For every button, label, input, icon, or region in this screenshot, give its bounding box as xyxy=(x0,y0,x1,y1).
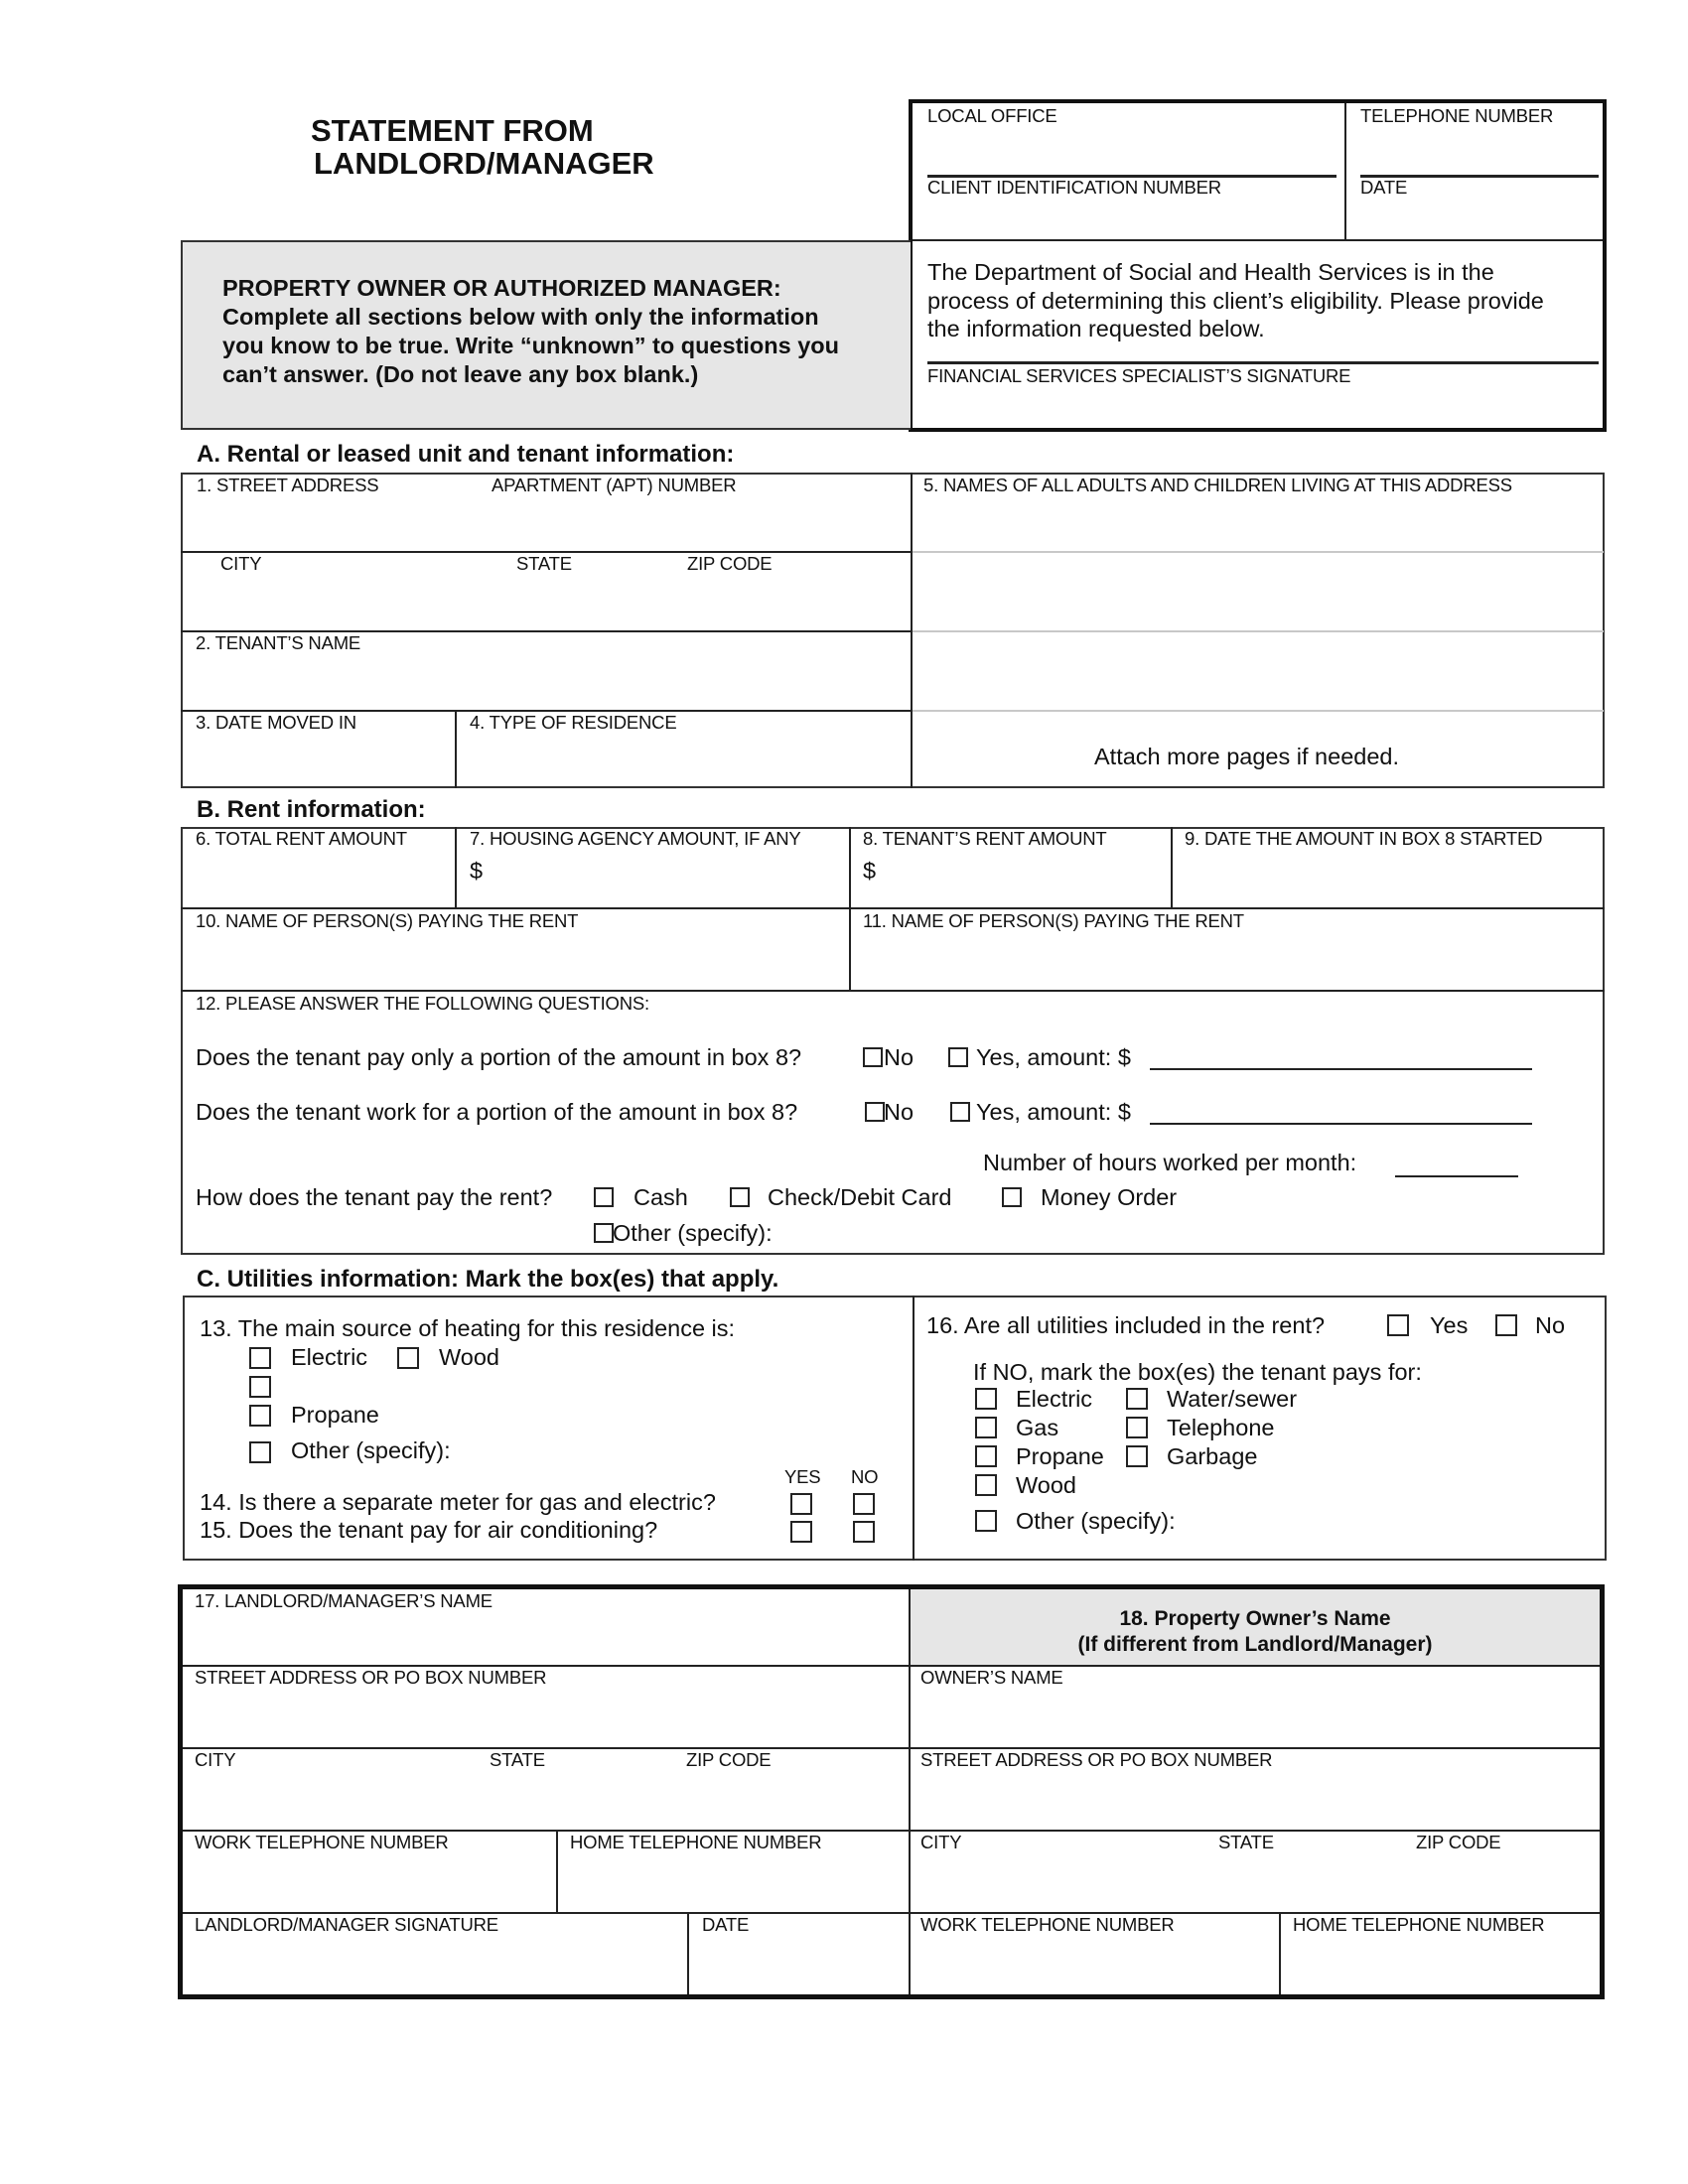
type-of-residence-label: 4. TYPE OF RESIDENCE xyxy=(470,712,677,733)
form-title-line1: STATEMENT FROM xyxy=(311,113,594,148)
work-portion-no-checkbox[interactable] xyxy=(865,1102,885,1122)
landlord-name-label: 17. LANDLORD/MANAGER’S NAME xyxy=(195,1590,492,1611)
dshs-notice-line2: process of determining this client’s eligibility. Please provide xyxy=(927,288,1544,314)
tenant-rent-label: 8. TENANT’S RENT AMOUNT xyxy=(863,828,1107,849)
air-conditioning-yes-checkbox[interactable] xyxy=(790,1521,812,1543)
question-how-pay: How does the tenant pay the rent? xyxy=(196,1184,553,1210)
pay-cash-checkbox[interactable] xyxy=(594,1187,614,1207)
person-paying-rent-label-11: 11. NAME OF PERSON(S) PAYING THE RENT xyxy=(863,910,1244,931)
pay-money-order-checkbox[interactable] xyxy=(1002,1187,1022,1207)
pays-telephone-label: Telephone xyxy=(1167,1415,1275,1440)
owner-state-label: STATE xyxy=(1218,1832,1274,1852)
no-label: No xyxy=(1535,1312,1566,1338)
no-label: No xyxy=(884,1044,914,1070)
questions-header: 12. PLEASE ANSWER THE FOLLOWING QUESTIONS: xyxy=(196,993,649,1014)
housing-agency-label: 7. HOUSING AGENCY AMOUNT, IF ANY xyxy=(470,828,801,849)
household-names-field[interactable] xyxy=(914,475,1603,709)
pay-money-order-label: Money Order xyxy=(1041,1184,1178,1210)
question-16: 16. Are all utilities included in the rent? xyxy=(926,1312,1326,1338)
pay-other-checkbox[interactable] xyxy=(594,1223,614,1243)
divider xyxy=(556,1830,558,1912)
divider xyxy=(455,827,457,908)
divider xyxy=(181,990,1605,992)
telephone-number-label: TELEPHONE NUMBER xyxy=(1360,105,1554,126)
instructions-line3: you know to be true. Write “unknown” to questions you xyxy=(222,333,840,358)
dshs-notice-line1: The Department of Social and Health Services is in the xyxy=(927,259,1494,285)
pays-garbage-checkbox[interactable] xyxy=(1126,1445,1148,1467)
pay-check-debit-label: Check/Debit Card xyxy=(768,1184,952,1210)
section-a-heading: A. Rental or leased unit and tenant information: xyxy=(197,441,735,468)
divider xyxy=(913,710,1604,712)
pays-gas-label: Gas xyxy=(1016,1415,1059,1440)
divider xyxy=(687,1912,689,1994)
pay-other-label: Other (specify): xyxy=(613,1220,773,1246)
hours-worked-line[interactable] xyxy=(1395,1175,1518,1177)
pay-portion-amount-line[interactable] xyxy=(1150,1068,1532,1070)
question-15: 15. Does the tenant pay for air conditioning? xyxy=(200,1517,658,1543)
yes-column-label: YES xyxy=(784,1466,821,1487)
pays-garbage-label: Garbage xyxy=(1167,1443,1258,1469)
question-13: 13. The main source of heating for this residence is: xyxy=(200,1315,736,1341)
tenant-name-label: 2. TENANT’S NAME xyxy=(196,632,361,653)
divider xyxy=(183,1747,1600,1749)
landlord-city-state-zip-field[interactable] xyxy=(185,1750,908,1829)
heat-gas-checkbox[interactable] xyxy=(249,1376,271,1398)
attach-pages-note: Attach more pages if needed. xyxy=(1094,744,1400,769)
landlord-state-label: STATE xyxy=(490,1749,545,1770)
divider xyxy=(1279,1912,1281,1994)
heat-wood-label: Wood xyxy=(439,1344,499,1370)
pay-portion-no-checkbox[interactable] xyxy=(863,1047,883,1067)
landlord-date-label: DATE xyxy=(702,1914,750,1935)
instructions-line1: PROPERTY OWNER OR AUTHORIZED MANAGER: xyxy=(222,275,781,301)
yes-label: Yes xyxy=(1430,1312,1469,1338)
pay-cash-label: Cash xyxy=(633,1184,688,1210)
utilities-included-yes-checkbox[interactable] xyxy=(1387,1314,1409,1336)
heat-propane-label: Propane xyxy=(291,1402,379,1428)
underline xyxy=(927,361,1599,364)
total-rent-label: 6. TOTAL RENT AMOUNT xyxy=(196,828,407,849)
pays-propane-checkbox[interactable] xyxy=(975,1445,997,1467)
no-label: No xyxy=(884,1099,914,1125)
form-title-line2: LANDLORD/MANAGER xyxy=(314,146,654,181)
date-moved-in-label: 3. DATE MOVED IN xyxy=(196,712,356,733)
heat-electric-checkbox[interactable] xyxy=(249,1347,271,1369)
landlord-city-label: CITY xyxy=(195,1749,236,1770)
divider xyxy=(181,907,1605,909)
yes-amount-label: Yes, amount: $ xyxy=(976,1099,1131,1125)
owner-heading-line1: 18. Property Owner’s Name xyxy=(1119,1607,1391,1630)
instructions-line4: can’t answer. (Do not leave any box blank.) xyxy=(222,361,699,387)
divider xyxy=(913,1296,914,1561)
heat-propane-checkbox[interactable] xyxy=(249,1405,271,1427)
pay-portion-yes-checkbox[interactable] xyxy=(948,1047,968,1067)
pays-electric-label: Electric xyxy=(1016,1386,1093,1412)
pay-check-debit-checkbox[interactable] xyxy=(730,1187,750,1207)
dollar-sign: $ xyxy=(470,858,484,884)
zip-label: ZIP CODE xyxy=(687,553,773,574)
work-portion-yes-checkbox[interactable] xyxy=(950,1102,970,1122)
utilities-included-no-checkbox[interactable] xyxy=(1495,1314,1517,1336)
hours-worked-label: Number of hours worked per month: xyxy=(983,1150,1357,1175)
client-id-label: CLIENT IDENTIFICATION NUMBER xyxy=(927,177,1221,198)
heat-wood-checkbox[interactable] xyxy=(397,1347,419,1369)
question-14: 14. Is there a separate meter for gas and electric? xyxy=(200,1489,716,1515)
heat-other-label: Other (specify): xyxy=(291,1437,451,1463)
owner-zip-label: ZIP CODE xyxy=(1416,1832,1501,1852)
air-conditioning-no-checkbox[interactable] xyxy=(853,1521,875,1543)
divider xyxy=(913,239,1603,241)
dollar-sign: $ xyxy=(863,858,877,884)
pays-electric-checkbox[interactable] xyxy=(975,1388,997,1410)
divider xyxy=(1344,103,1346,240)
pays-other-label: Other (specify): xyxy=(1016,1508,1176,1534)
heat-other-checkbox[interactable] xyxy=(249,1441,271,1463)
owner-heading-line2: (If different from Landlord/Manager) xyxy=(1077,1633,1433,1656)
pays-propane-label: Propane xyxy=(1016,1443,1104,1469)
yes-amount-label: Yes, amount: $ xyxy=(976,1044,1131,1070)
dshs-notice-line3: the information requested below. xyxy=(927,316,1265,341)
state-label: STATE xyxy=(516,553,572,574)
pays-other-checkbox[interactable] xyxy=(975,1510,997,1532)
owner-name-label: OWNER’S NAME xyxy=(920,1667,1063,1688)
landlord-work-phone-label: WORK TELEPHONE NUMBER xyxy=(195,1832,449,1852)
date-amount-started-label: 9. DATE THE AMOUNT IN BOX 8 STARTED xyxy=(1185,828,1543,849)
office-date-label: DATE xyxy=(1360,177,1408,198)
landlord-zip-label: ZIP CODE xyxy=(686,1749,772,1770)
section-b-heading: B. Rent information: xyxy=(197,796,426,823)
question-pay-portion: Does the tenant pay only a portion of the amount in box 8? xyxy=(196,1044,802,1070)
pays-water-sewer-label: Water/sewer xyxy=(1167,1386,1298,1412)
pays-telephone-checkbox[interactable] xyxy=(1126,1417,1148,1438)
city-label: CITY xyxy=(220,553,262,574)
no-column-label: NO xyxy=(851,1466,879,1487)
local-office-label: LOCAL OFFICE xyxy=(927,105,1057,126)
pays-wood-label: Wood xyxy=(1016,1472,1076,1498)
if-no-instruction: If NO, mark the box(es) the tenant pays for: xyxy=(973,1359,1422,1385)
fss-signature-label: FINANCIAL SERVICES SPECIALIST’S SIGNATURE xyxy=(927,365,1351,386)
apt-number-label: APARTMENT (APT) NUMBER xyxy=(492,475,737,495)
landlord-signature-label: LANDLORD/MANAGER SIGNATURE xyxy=(195,1914,498,1935)
owner-home-phone-label: HOME TELEPHONE NUMBER xyxy=(1293,1914,1545,1935)
pays-wood-checkbox[interactable] xyxy=(975,1474,997,1496)
heat-electric-label: Electric xyxy=(291,1344,368,1370)
owner-street-label: STREET ADDRESS OR PO BOX NUMBER xyxy=(920,1749,1273,1770)
divider xyxy=(849,827,851,991)
question-work-portion: Does the tenant work for a portion of the amount in box 8? xyxy=(196,1099,798,1125)
street-address-label: 1. STREET ADDRESS xyxy=(197,475,379,495)
household-names-label: 5. NAMES OF ALL ADULTS AND CHILDREN LIVING AT THIS ADDRESS xyxy=(923,475,1512,495)
work-portion-amount-line[interactable] xyxy=(1150,1123,1532,1125)
owner-work-phone-label: WORK TELEPHONE NUMBER xyxy=(920,1914,1175,1935)
landlord-street-label: STREET ADDRESS OR PO BOX NUMBER xyxy=(195,1667,547,1688)
separate-meter-no-checkbox[interactable] xyxy=(853,1493,875,1515)
divider xyxy=(455,710,457,788)
pays-gas-checkbox[interactable] xyxy=(975,1417,997,1438)
fss-signature-field[interactable] xyxy=(918,365,1600,427)
divider xyxy=(909,1589,911,1994)
section-c-heading: C. Utilities information: Mark the box(es) that apply. xyxy=(197,1266,779,1293)
person-paying-rent-label-10: 10. NAME OF PERSON(S) PAYING THE RENT xyxy=(196,910,579,931)
landlord-home-phone-label: HOME TELEPHONE NUMBER xyxy=(570,1832,822,1852)
owner-city-label: CITY xyxy=(920,1832,962,1852)
instructions-line2: Complete all sections below with only the information xyxy=(222,304,819,330)
divider xyxy=(1171,827,1173,908)
separate-meter-yes-checkbox[interactable] xyxy=(790,1493,812,1515)
pays-water-sewer-checkbox[interactable] xyxy=(1126,1388,1148,1410)
